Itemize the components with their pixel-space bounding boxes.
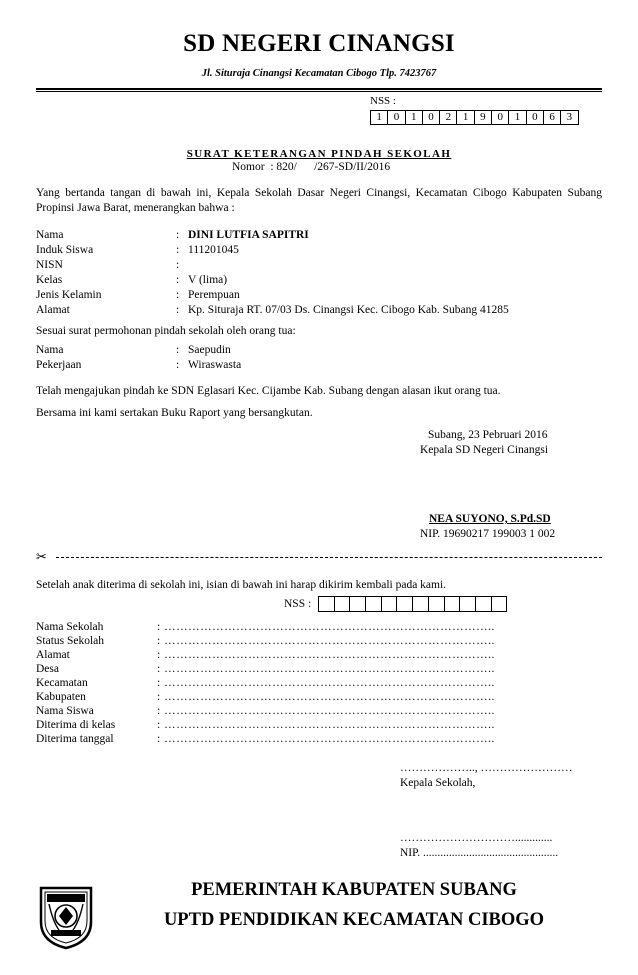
signer-nip: NIP. 19690217 199003 1 002 — [420, 528, 556, 540]
field-value: 111201045 — [188, 244, 239, 256]
student-name-value: DINI LUTFIA SAPITRI — [188, 229, 309, 241]
field-value: Kp. Situraja RT. 07/03 Ds. Cinangsi Kec. Cibogo Kab. Subang 41285 — [188, 304, 509, 316]
header-divider — [36, 88, 602, 92]
field-value: Wiraswasta — [188, 359, 242, 371]
return-field-row — [36, 718, 495, 732]
return-signer-title: Kepala Sekolah, — [400, 777, 476, 789]
field-label: Status Sekolah — [36, 635, 105, 647]
nss-empty-box — [366, 597, 382, 612]
field-value: Perempuan — [188, 289, 240, 301]
attachment-text: Bersama ini kami sertakan Buku Raport yang bersangkutan. — [36, 407, 313, 419]
nss-digit: 1 — [405, 111, 422, 125]
return-nss-label: NSS : — [284, 598, 312, 610]
nss-digit: 0 — [388, 111, 405, 125]
field-blank: : ……………………………………………………………………….. — [157, 663, 495, 675]
return-signer-name: …………………………............. — [400, 832, 553, 844]
transfer-text: Telah mengajukan pindah ke SDN Eglasari Kec. Cijambe Kab. Subang dengan alasan ikut orang tua. — [36, 385, 501, 397]
field-blank: : ……………………………………………………………………….. — [157, 649, 495, 661]
nss-digit: 2 — [440, 111, 457, 125]
nss-empty-box — [491, 597, 507, 612]
student-field-row: Induk Siswa : 111201045 — [36, 244, 239, 256]
place-date: Subang, 23 Pebruari 2016 — [428, 429, 548, 441]
nss-empty-box — [413, 597, 429, 612]
return-place-date: ……………….., …………………… — [400, 762, 573, 774]
return-field-row — [36, 704, 495, 718]
footer-government: PEMERINTAH KABUPATEN SUBANG — [191, 880, 517, 900]
nss-digit: 3 — [561, 111, 578, 125]
field-label: Nama Siswa — [36, 705, 94, 717]
field-label: Induk Siswa — [36, 244, 94, 256]
student-field-row: Kelas : V (lima) — [36, 274, 228, 286]
nss-digit: 6 — [543, 111, 560, 125]
return-field-row — [36, 732, 495, 746]
field-blank: : ……………………………………………………………………….. — [157, 677, 495, 689]
field-label: Nama — [36, 344, 64, 356]
nss-digit: 1 — [509, 111, 526, 125]
field-label: Nama Sekolah — [36, 621, 104, 633]
nss-empty-box — [444, 597, 460, 612]
return-field-row — [36, 676, 495, 690]
field-label: Alamat — [36, 649, 70, 661]
nss-empty-box — [334, 597, 350, 612]
school-address: Jl. Situraja Cinangsi Kecamatan Cibogo Tlp. 7423767 — [201, 68, 437, 79]
field-blank: : ……………………………………………………………………….. — [157, 719, 495, 731]
field-label: Jenis Kelamin — [36, 289, 102, 301]
signer-title: Kepala SD Negeri Cinangsi — [420, 444, 549, 456]
student-field-row: Alamat : Kp. Situraja RT. 07/03 Ds. Cinangsi Kec. Cibogo Kab. Subang 41285 — [36, 304, 509, 316]
student-field-row: Nama : DINI LUTFIA SAPITRI — [36, 229, 309, 241]
nss-empty-box — [381, 597, 397, 612]
return-signer-nip: NIP. ............................................... — [400, 847, 559, 859]
nss-digit: 9 — [474, 111, 491, 125]
field-blank: : ……………………………………………………………………….. — [157, 635, 495, 647]
field-blank: : ……………………………………………………………………….. — [157, 691, 495, 703]
request-text: Sesuai surat permohonan pindah sekolah oleh orang tua: — [36, 325, 296, 337]
nss-digit: 0 — [526, 111, 543, 125]
field-label: Diterima tanggal — [36, 733, 114, 745]
field-label: Pekerjaan — [36, 359, 82, 371]
field-label: Kecamatan — [36, 677, 88, 689]
letter-number: Nomor : 820/ /267-SD/II/2016 — [232, 161, 391, 173]
nss-number-grid — [370, 110, 579, 125]
nss-empty-box — [428, 597, 444, 612]
field-label: Diterima di kelas — [36, 719, 116, 731]
field-value: V (lima) — [188, 274, 228, 286]
scissor-icon: ✂ — [36, 549, 47, 564]
field-blank: : ……………………………………………………………………….. — [157, 621, 495, 633]
field-label: Kelas — [36, 274, 63, 286]
nss-empty-box — [397, 597, 413, 612]
return-field-row — [36, 634, 495, 648]
field-blank: : ……………………………………………………………………….. — [157, 733, 495, 745]
nss-digit: 0 — [422, 111, 439, 125]
school-name: SD NEGERI CINANGSI — [183, 30, 455, 57]
nss-label: NSS : — [370, 95, 396, 107]
nss-empty-box — [460, 597, 476, 612]
footer-uptd: UPTD PENDIDIKAN KECAMATAN CIBOGO — [163, 910, 545, 930]
nss-digit: 1 — [371, 111, 388, 125]
return-field-row — [36, 620, 495, 634]
nss-empty-box — [475, 597, 491, 612]
return-field-row — [36, 648, 495, 662]
return-nss-grid — [318, 596, 507, 612]
signer-name: NEA SUYONO, S.Pd.SD — [429, 513, 551, 525]
return-field-row — [36, 690, 495, 704]
cut-line — [56, 557, 602, 558]
field-label: Alamat — [36, 304, 70, 316]
field-label: Kabupaten — [36, 691, 86, 703]
field-label: Nama — [36, 229, 64, 241]
nss-empty-box — [350, 597, 366, 612]
field-label: Desa — [36, 663, 59, 675]
student-field-row: Jenis Kelamin : Perempuan — [36, 289, 240, 301]
nss-digit: 1 — [457, 111, 474, 125]
intro-paragraph: Yang bertanda tangan di bawah ini, Kepala Sekolah Dasar Negeri Cinangsi, Kecamatan Cibogo Kabupaten Subang Propinsi Jawa Barat, menerangkan bahwa : — [36, 187, 602, 214]
field-blank: : ……………………………………………………………………….. — [157, 705, 495, 717]
letter-title: SURAT KETERANGAN PINDAH SEKOLAH — [186, 148, 452, 160]
field-value: Saepudin — [188, 344, 231, 356]
return-field-row — [36, 662, 495, 676]
field-label: NISN — [36, 259, 63, 271]
student-field-row: NISN : — [36, 259, 180, 271]
parent-field-row: Pekerjaan : Wiraswasta — [36, 359, 242, 371]
nss-digit: 0 — [492, 111, 509, 125]
parent-field-row: Nama : Saepudin — [36, 344, 231, 356]
return-instruction: Setelah anak diterima di sekolah ini, isian di bawah ini harap dikirim kembali pada kami. — [36, 579, 447, 591]
nss-empty-box — [319, 597, 335, 612]
